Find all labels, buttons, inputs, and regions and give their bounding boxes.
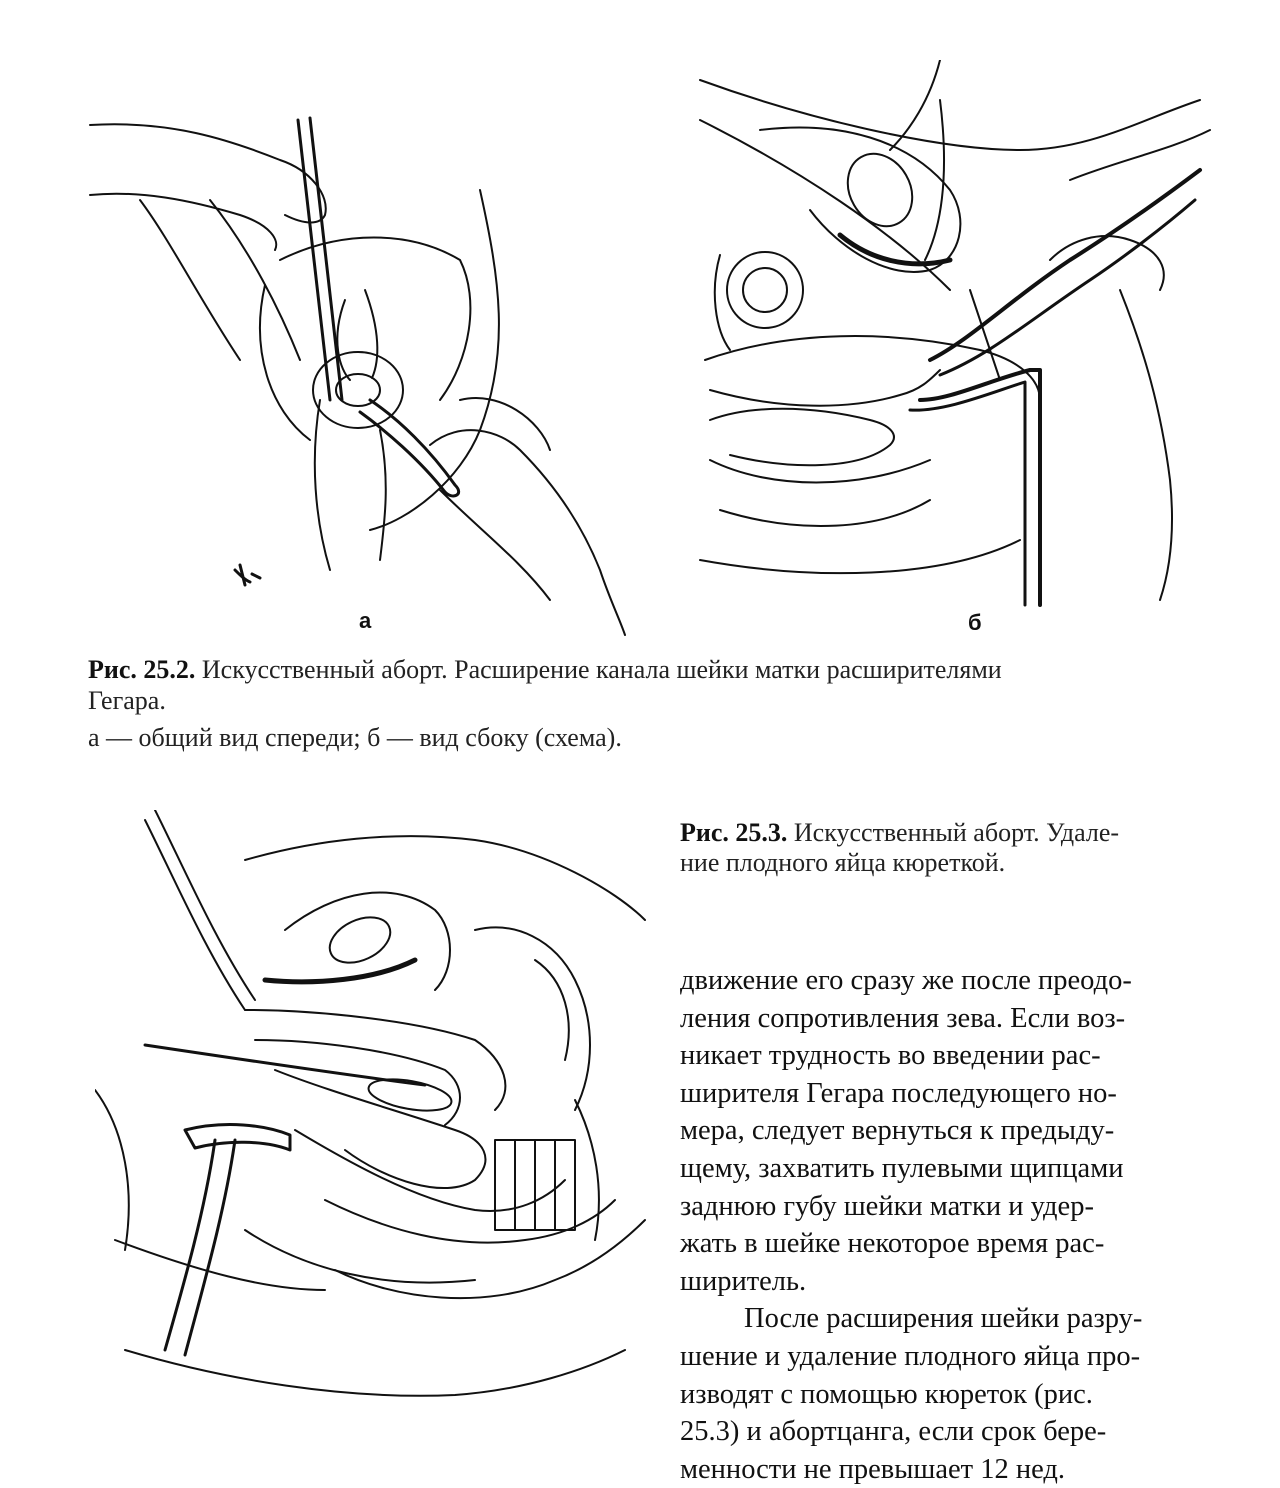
text-line: менности не превышает 12 нед. [680,1453,1066,1485]
figure-25-2b-illustration [690,60,1240,610]
figure-label-a: а [359,608,372,633]
body-text [680,962,1240,1488]
caption-25-2-number: Рис. 25.2. [88,655,196,684]
figure-25-3-illustration [95,810,655,1446]
text-line: шение и удаление плодного яйца про- [680,1340,1141,1372]
text-line: никает трудность во введении рас- [680,1040,1101,1072]
caption-25-3-number: Рис. 25.3. [680,818,788,847]
figure-25-3-caption [680,818,1240,878]
text-line: заднюю губу шейки матки и удер- [680,1190,1094,1222]
text-line: движение его сразу же после преодо- [680,965,1132,996]
caption-25-3-line1 [680,818,1240,848]
text-line: ширителя Гегара последующего но- [680,1077,1117,1109]
text-line: изводят с помощью кюреток (рис. [680,1378,1093,1410]
caption-25-2-line1 [88,654,1258,685]
text-line: мера, следует вернуться к предыду- [680,1115,1115,1147]
caption-25-2-legend: а — общий вид спереди; б — вид сбоку (схема). [88,723,622,752]
text-line: ширитель. [680,1265,807,1297]
figure-25-2-caption [88,654,1258,753]
caption-25-2-line2: Гегара. [88,686,166,715]
text-line: После расширения шейки разру- [744,1303,1143,1335]
caption-25-3-text1: Искусственный аборт. Удале- [793,818,1120,847]
text-line: ления сопротивления зева. Если воз- [680,1002,1126,1034]
text-line: щему, захватить пулевыми щипцами [680,1152,1124,1184]
body-paragraph-1 [680,962,1240,1300]
text-line: 25.3) и абортцанга, если срок бере- [680,1416,1107,1448]
caption-25-2-text: Искусственный аборт. Расширение канала шейки матки расширителями [201,655,1002,684]
text-line: жать в шейке некоторое время рас- [680,1228,1105,1260]
figure-25-2a-illustration [80,100,640,640]
body-paragraph-2 [680,1300,1240,1488]
caption-25-3-line2: ние плодного яйца кюреткой. [680,848,1006,877]
figure-label-b: б [968,610,982,635]
